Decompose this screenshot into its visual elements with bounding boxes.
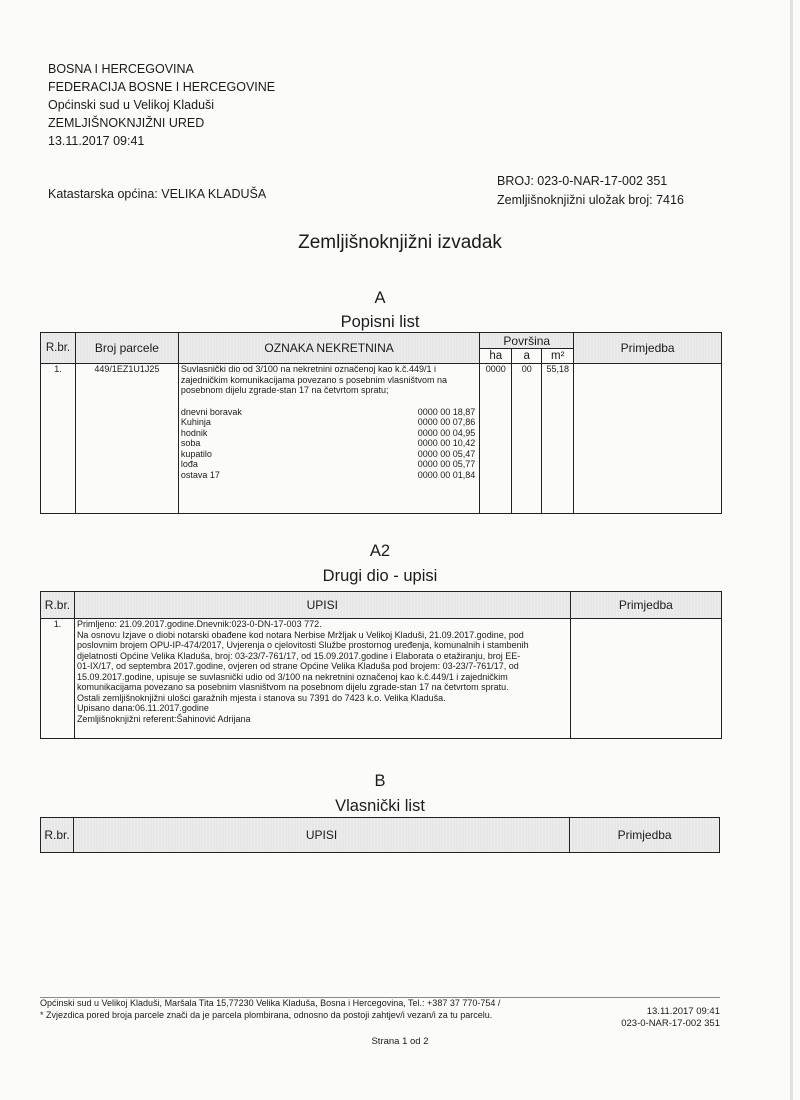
room-name: Kuhinja — [180, 417, 211, 427]
entry-line: Na osnovu Izjave o diobi notarski obađene kod notara Nerbise Mržljak u Velikoj Kladuši, 21.09.2017.godine, pod — [76, 629, 524, 640]
note-cell — [574, 364, 722, 514]
page-number: Strana 1 od 2 — [371, 1036, 429, 1047]
a2-col-upisi: UPISI — [74, 592, 570, 619]
area-m2: 55,18 — [542, 364, 574, 514]
room-row — [181, 449, 475, 460]
scan-edge — [790, 0, 793, 1100]
federation-line: FEDERACIJA BOSNE I HERCEGOVINE — [48, 80, 276, 94]
a2-col-rbr: R.br. — [41, 592, 75, 619]
room-row — [181, 459, 475, 470]
area-ha: 0000 — [480, 364, 512, 514]
section-b-letter: B — [374, 772, 386, 790]
a2-row-number: 1. — [41, 619, 75, 739]
entry-line: djelatnosti Općine Velika Kladuša, broj: 03-23/7-761/17, od 15.09.2017.godine i Elaborata o etažiranju, broj EE- — [76, 650, 521, 661]
country-line: BOSNA I HERCEGOVINA — [48, 62, 194, 76]
section-a2-letter: A2 — [369, 542, 391, 560]
b-col-note: Primjedba — [570, 818, 720, 853]
section-a-table — [40, 332, 722, 514]
cadastral-municipality: Katastarska općina: VELIKA KLADUŠA — [48, 187, 267, 201]
footer-datetime: 13.11.2017 09:41 — [646, 1006, 720, 1017]
land-register-number: Zemljišnoknjižni uložak broj: 7416 — [497, 193, 684, 207]
entry-line: komunikacijama povezano sa posebnim vlasništvom na posebnom dijelu zgrade-stan 17 na četvrtom spratu. — [76, 682, 509, 692]
a2-entry — [74, 619, 570, 739]
area-a: 00 — [512, 364, 542, 514]
entry-line: Zemljišnoknjižni referent:Šahinović Adrijana — [76, 713, 251, 724]
entry-line: Ostali zemljišnoknjižni ulošci garažnih mjesta i stanova su 7391 do 7423 k.o. Velika Kladuša. — [76, 692, 446, 703]
room-name: hodnik — [180, 427, 208, 438]
room-name: dnevni boravak — [180, 406, 242, 417]
room-area: 0000 00 01,84 — [417, 469, 476, 480]
room-row — [181, 470, 475, 481]
room-area: 0000 00 18,87 — [417, 406, 476, 417]
section-a2-name: Drugi dio - upisi — [322, 567, 438, 585]
office-line: ZEMLJIŠNOKNJIŽNI URED — [48, 116, 205, 130]
room-row — [181, 407, 475, 418]
section-a2-heading — [0, 541, 760, 586]
col-note: Primjedba — [574, 333, 722, 364]
entry-line: Upisano dana:06.11.2017.godine — [76, 703, 209, 713]
col-area: Površina — [480, 333, 574, 349]
col-a: a — [512, 349, 542, 364]
document-title: Zemljišnoknjižni izvadak — [298, 232, 502, 253]
entry-line: Primljeno: 21.09.2017.godine.Dnevnik:023-0-DN-17-003 772. — [76, 619, 322, 629]
room-name: kupatilo — [180, 448, 212, 459]
room-row — [181, 428, 475, 439]
room-row — [181, 438, 475, 449]
entry-line: 01-IX/17, od septembra 2017.godine, ovjeren od strane Općine Velika Kladuša pod brojem: 03-23/7-761/17, od — [76, 661, 519, 671]
property-description: Suvlasnički dio od 3/100 na nekretnini označenoj kao k.č.449/1 i zajedničkim komunikacijama povezano s posebnim vlasništvom na posebnom dijelu zgrade-stan 17 na četvrtom spratu; — [180, 364, 447, 395]
row-number: 1. — [41, 364, 76, 514]
b-col-upisi: UPISI — [73, 818, 569, 853]
section-a-name: Popisni list — [340, 313, 420, 331]
parcel-number: 449/1EZ1U1J25 — [75, 364, 178, 514]
room-area: 0000 00 05,47 — [417, 448, 476, 459]
room-area: 0000 00 10,42 — [417, 438, 476, 448]
section-b-name: Vlasnički list — [335, 797, 425, 815]
issue-datetime: 13.11.2017 09:41 — [48, 134, 145, 148]
col-rbr: R.br. — [41, 333, 76, 364]
entry-line: 15.09.2017.godine, upisuje se suvlasnički udio od 3/100 na nekretnini označenoj kao k.č.449/1 i zajedničkim — [76, 671, 508, 682]
section-a-letter: A — [374, 289, 386, 307]
b-col-rbr: R.br. — [41, 818, 74, 853]
section-b-table — [40, 817, 720, 853]
room-name: lođa — [180, 459, 198, 469]
court-header — [48, 60, 275, 150]
reference-block — [497, 172, 684, 210]
col-ha: ha — [480, 349, 512, 364]
section-a2-table — [40, 591, 722, 739]
room-name: ostava 17 — [180, 469, 220, 480]
asterisk-note: * Zvjezdica pored broja parcele znači da je parcela plombirana, odnosno da postoji zahtjev/i vezan/i za tu parcelu. — [40, 1010, 493, 1020]
entry-line: poslovnim brojem OPU-IP-474/2017, Uvjerenja o cjelovitosti Službe prostornog uređenja, komunalnih i stambenih — [76, 640, 529, 650]
court-address: Općinski sud u Velikoj Kladuši, Maršala Tita 15,77230 Velika Kladuša, Bosna i Hercegovina, Tel.: +387 37 770-754 / — [40, 998, 501, 1008]
room-area: 0000 00 05,77 — [417, 459, 476, 469]
section-a-heading — [0, 288, 760, 332]
court-line: Općinski sud u Velikoj Kladuši — [48, 98, 215, 112]
reference-number: BROJ: 023-0-NAR-17-002 351 — [497, 174, 668, 188]
footer-number: 023-0-NAR-17-002 351 — [621, 1018, 720, 1029]
room-name: soba — [180, 438, 201, 448]
section-b-heading — [0, 771, 760, 816]
col-parcel: Broj parcele — [75, 333, 178, 364]
room-row — [181, 417, 475, 428]
room-area: 0000 00 04,95 — [417, 427, 476, 438]
col-m2: m² — [542, 349, 574, 364]
a2-col-note: Primjedba — [570, 592, 721, 619]
footer-text — [40, 997, 500, 1021]
footer-reference — [560, 1006, 720, 1030]
room-area: 0000 00 07,86 — [417, 417, 476, 427]
designation-cell — [178, 364, 479, 514]
col-designation: OZNAKA NEKRETNINA — [178, 333, 479, 364]
a2-note-cell — [570, 619, 721, 739]
